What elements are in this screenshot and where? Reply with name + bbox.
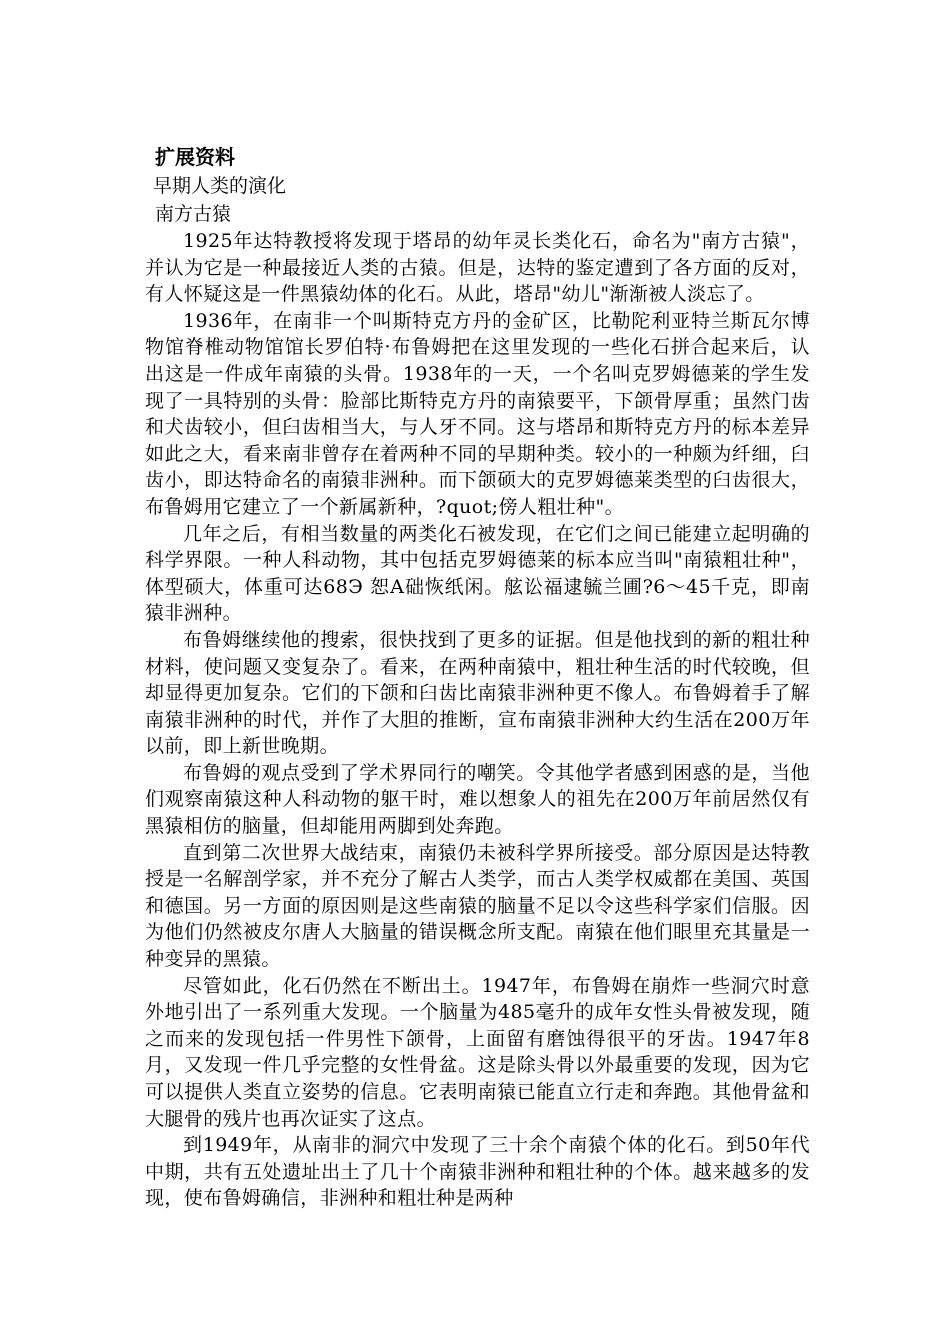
heading-extended-material: 扩展资料	[155, 145, 235, 169]
paragraph-1: 1925年达特教授将发现于塔昂的幼年灵长类化石，命名为"南方古猿"，并认为它是一种最接近人类的古猿。但是，达特的鉴定遭到了各方面的反对，有人怀疑这是一件黑猿幼体的化石。从此，塔昂"幼儿"渐渐被人淡忘了。	[145, 230, 810, 306]
section-title-australopithecus: 南方古猿	[155, 203, 232, 225]
paragraph-4: 布鲁姆继续他的搜索，很快找到了更多的证据。但是他找到的新的粗壮种材料，使问题又变复杂了。看来，在两种南猿中，粗壮种生活的时代较晚，但却显得更加复杂。它们的下颌和臼齿比南猿非洲种更不像人。布鲁姆着手了解南猿非洲种的时代，并作了大胆的推断，宣布南猿非洲种大约生活在200万年以前，即上新世晚期。	[145, 628, 810, 758]
heading-early-human-evolution: 早期人类的演化	[153, 175, 287, 197]
paragraph-8: 到1949年，从南非的洞穴中发现了三十余个南猿个体的化石。到50年代中期，共有五处遗址出土了几十个南猿非洲种和粗壮种的个体。越来越多的发现，使布鲁姆确信，非洲种和粗壮种是两种	[145, 1134, 810, 1210]
paragraph-2: 1936年，在南非一个叫斯特克方丹的金矿区，比勒陀利亚特兰斯瓦尔博物馆脊椎动物馆馆长罗伯特·布鲁姆把在这里发现的一些化石拼合起来后，认出这是一件成年南猿的头骨。1938年的一天，一个名叫克罗姆德莱的学生发现了一具特别的头骨：脸部比斯特克方丹的南猿要平，下颌骨厚重；虽然门齿和犬齿较小，但臼齿相当大，与人牙不同。这与塔昂和斯特克方丹的标本差异如此之大，看来南非曾存在着两种不同的早期种类。较小的一种颇为纤细，臼齿小，即达特命名的南猿非洲种。而下颌硕大的克罗姆德莱类型的臼齿很大，布鲁姆用它建立了一个新属新种，?quot;傍人粗壮种"。	[145, 309, 810, 518]
document-content	[145, 143, 810, 1212]
paragraph-3: 几年之后，有相当数量的两类化石被发现，在它们之间已能建立起明确的科学界限。一种人科动物，其中包括克罗姆德莱的标本应当叫"南猿粗壮种"，体型硕大，体重可达68Э 恕А础恢纸闲。舷讼福逮毓兰圃?6～45千克，即南猿非洲种。	[145, 522, 810, 625]
paragraph-7: 尽管如此，化石仍然在不断出土。1947年，布鲁姆在崩炸一些洞穴时意外地引出了一系列重大发现。一个脑量为485毫升的成年女性头骨被发现，随之而来的发现包括一件男性下颌骨，上面留有磨蚀得很平的牙齿。1947年8月，又发现一件几乎完整的女性骨盆。这是除头骨以外最重要的发现，因为它可以提供人类直立姿势的信息。它表明南猿已能直立行走和奔跑。其他骨盆和大腿骨的残片也再次证实了这点。	[145, 974, 810, 1130]
paragraph-6: 直到第二次世界大战结束，南猿仍未被科学界所接受。部分原因是达特教授是一名解剖学家，并不充分了解古人类学，而古人类学权威都在美国、英国和德国。另一方面的原因则是这些南猿的脑量不足以令这些科学家们信服。因为他们仍然被皮尔唐人大脑量的错误概念所支配。南猿在他们眼里充其量是一种变异的黑猿。	[145, 841, 810, 971]
paragraph-5: 布鲁姆的观点受到了学术界同行的嘲笑。令其他学者感到困惑的是，当他们观察南猿这种人科动物的躯干时，难以想象人的祖先在200万年前居然仅有黑猿相仿的脑量，但却能用两脚到处奔跑。	[145, 761, 810, 838]
